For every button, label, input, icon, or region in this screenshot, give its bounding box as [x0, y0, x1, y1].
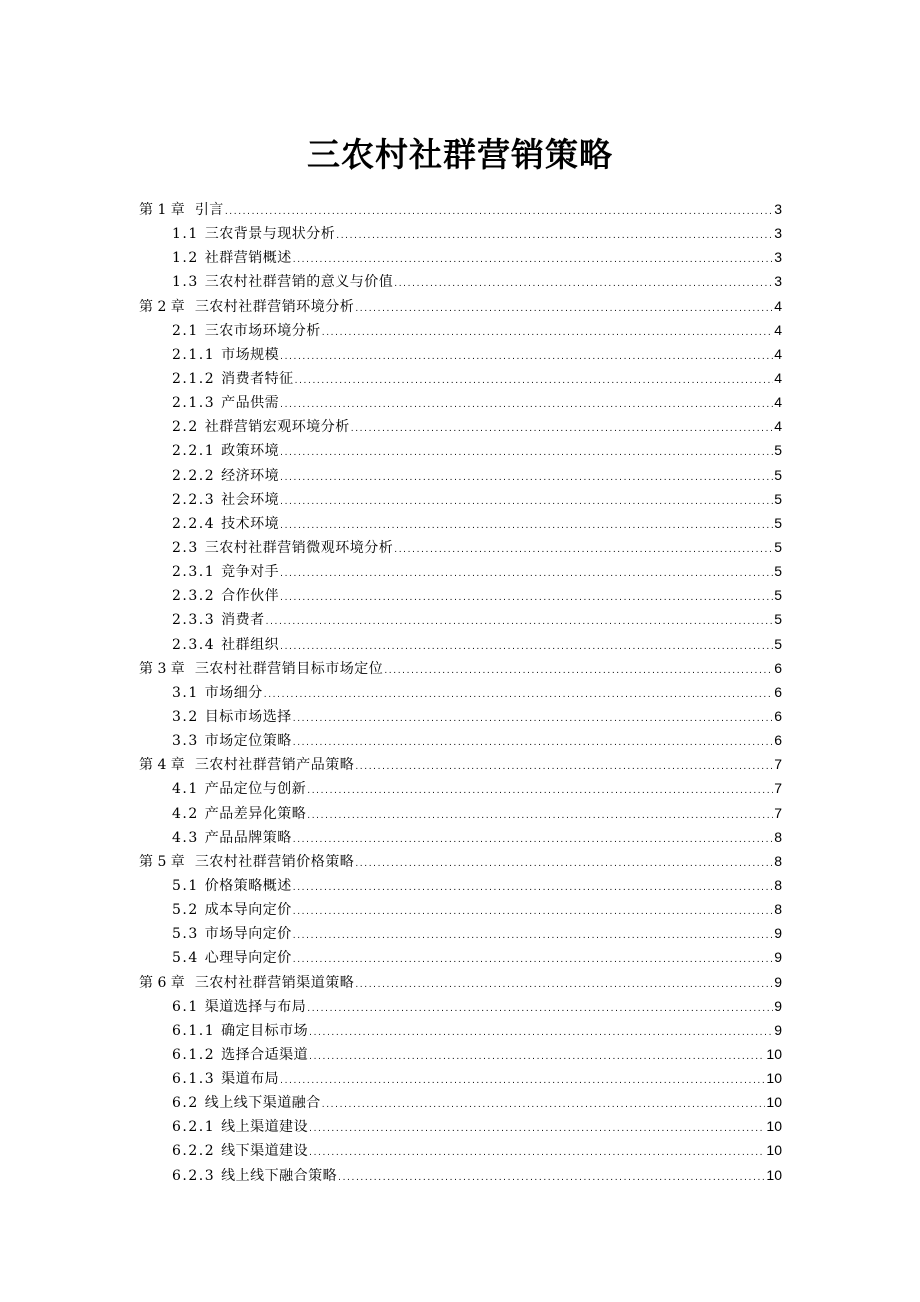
toc-entry[interactable] — [139, 607, 782, 631]
toc-dot-leader — [336, 224, 773, 248]
toc-entry-title: 消费者特征 — [221, 370, 294, 387]
toc-entry[interactable] — [139, 849, 782, 873]
toc-dot-leader — [293, 828, 773, 852]
toc-page-number: 5 — [774, 635, 782, 652]
toc-dot-leader — [309, 1045, 765, 1069]
toc-entry-title: 三农背景与现状分析 — [204, 226, 336, 243]
toc-entry[interactable] — [139, 1066, 782, 1090]
toc-entry[interactable] — [139, 873, 782, 897]
toc-entry-title: 三农村社群营销环境分析 — [194, 298, 355, 315]
toc-entry[interactable] — [139, 704, 782, 728]
toc-page-number: 5 — [774, 490, 782, 507]
toc-entry-title: 市场细分 — [204, 684, 263, 701]
toc-page-number: 10 — [766, 1045, 782, 1062]
toc-entry[interactable] — [139, 1018, 782, 1042]
toc-dot-leader — [280, 441, 773, 465]
toc-entry[interactable] — [139, 1090, 782, 1114]
toc-page-number: 10 — [766, 1142, 782, 1159]
toc-dot-leader — [293, 900, 773, 924]
toc-entry-title: 渠道选择与布局 — [204, 998, 307, 1015]
toc-page-number: 7 — [774, 756, 782, 773]
toc-dot-leader — [280, 562, 773, 586]
toc-entry[interactable] — [139, 511, 782, 535]
document-title: 三农村社群营销策略 — [307, 135, 613, 174]
toc-entry-number: 6.1.2 — [172, 1046, 216, 1063]
toc-entry-number: 2.2.4 — [172, 515, 216, 532]
toc-entry[interactable] — [139, 342, 782, 366]
toc-entry-number: 2.2.2 — [172, 467, 216, 484]
toc-page-number: 4 — [774, 321, 782, 338]
toc-entry-title: 竞争对手 — [221, 564, 280, 581]
toc-page-number: 3 — [774, 249, 782, 266]
toc-page-number: 4 — [774, 297, 782, 314]
toc-page-number: 8 — [774, 828, 782, 845]
toc-page-number: 3 — [774, 225, 782, 242]
toc-entry[interactable] — [139, 945, 782, 969]
toc-entry-number: 2.3.1 — [172, 564, 216, 581]
toc-dot-leader — [280, 393, 773, 417]
toc-entry[interactable] — [139, 583, 782, 607]
toc-page-number: 4 — [774, 418, 782, 435]
toc-page-number: 3 — [774, 273, 782, 290]
toc-entry[interactable] — [139, 197, 782, 221]
toc-page-number: 5 — [774, 442, 782, 459]
toc-entry-title: 渠道布局 — [221, 1071, 280, 1088]
toc-entry-title: 产品品牌策略 — [204, 829, 292, 846]
table-of-contents — [139, 197, 782, 1187]
toc-page-number: 9 — [774, 1021, 782, 1038]
toc-entry-title: 三农市场环境分析 — [204, 322, 321, 339]
toc-entry[interactable] — [139, 438, 782, 462]
toc-entry-title: 产品定位与创新 — [204, 781, 307, 798]
toc-dot-leader — [355, 297, 773, 321]
toc-dot-leader — [394, 272, 773, 296]
toc-entry[interactable] — [139, 414, 782, 438]
toc-entry-number: 6.1.3 — [172, 1071, 216, 1088]
toc-dot-leader — [293, 876, 773, 900]
toc-entry-number: 6.2.1 — [172, 1119, 216, 1136]
toc-entry[interactable] — [139, 1163, 782, 1187]
toc-entry[interactable] — [139, 390, 782, 414]
toc-page-number: 5 — [774, 611, 782, 628]
toc-page-number: 8 — [774, 852, 782, 869]
toc-entry-title: 市场导向定价 — [204, 926, 292, 943]
toc-entry-title: 三农村社群营销渠道策略 — [194, 974, 355, 991]
toc-entry[interactable] — [139, 632, 782, 656]
toc-entry-number: 第 4 章 — [139, 757, 185, 774]
toc-dot-leader — [309, 1021, 773, 1045]
toc-dot-leader — [280, 1069, 765, 1093]
toc-dot-leader — [355, 755, 773, 779]
toc-entry-title: 成本导向定价 — [204, 902, 292, 919]
toc-page-number: 8 — [774, 876, 782, 893]
toc-page-number: 4 — [774, 394, 782, 411]
toc-dot-leader — [280, 466, 773, 490]
toc-page-number: 5 — [774, 587, 782, 604]
toc-entry-title: 引言 — [194, 202, 224, 218]
toc-entry[interactable] — [139, 680, 782, 704]
toc-entry[interactable] — [139, 463, 782, 487]
toc-entry[interactable] — [139, 318, 782, 342]
toc-entry-title: 三农村社群营销价格策略 — [194, 853, 355, 870]
toc-page-number: 9 — [774, 973, 782, 990]
toc-entry[interactable] — [139, 366, 782, 390]
toc-entry-number: 2.3 — [172, 539, 199, 556]
toc-entry-title: 目标市场选择 — [204, 708, 292, 725]
toc-entry-number: 2.2 — [172, 419, 199, 436]
toc-dot-leader — [355, 973, 773, 997]
toc-dot-leader — [307, 997, 773, 1021]
toc-entry-title: 消费者 — [221, 612, 265, 629]
toc-page-number: 9 — [774, 925, 782, 942]
toc-entry-number: 2.1.2 — [172, 370, 216, 387]
toc-dot-leader — [355, 852, 773, 876]
toc-entry[interactable] — [139, 487, 782, 511]
toc-entry-title: 社群组织 — [221, 636, 280, 653]
toc-entry-number: 6.2.2 — [172, 1143, 216, 1160]
toc-dot-leader — [309, 1117, 765, 1141]
toc-dot-leader — [293, 707, 773, 731]
toc-page-number: 10 — [766, 1094, 782, 1111]
toc-entry-title: 线上线下渠道融合 — [204, 1095, 321, 1112]
toc-entry-number: 4.2 — [172, 805, 199, 822]
toc-entry-number: 第 1 章 — [139, 202, 185, 218]
toc-entry-number: 1.2 — [172, 250, 199, 267]
toc-dot-leader — [322, 321, 773, 345]
toc-entry-number: 6.2 — [172, 1095, 199, 1112]
toc-dot-leader — [280, 586, 773, 610]
toc-entry[interactable] — [139, 1114, 782, 1138]
toc-dot-leader — [394, 538, 773, 562]
toc-dot-leader — [280, 635, 773, 659]
toc-entry-title: 政策环境 — [221, 443, 280, 460]
toc-entry-number: 第 2 章 — [139, 298, 185, 315]
toc-entry-title: 市场定位策略 — [204, 733, 292, 750]
toc-dot-leader — [293, 248, 773, 272]
toc-entry-number: 3.1 — [172, 684, 199, 701]
toc-entry[interactable] — [139, 921, 782, 945]
toc-entry[interactable] — [139, 801, 782, 825]
toc-page-number: 3 — [774, 201, 782, 217]
toc-dot-leader — [293, 948, 773, 972]
toc-entry-title: 产品差异化策略 — [204, 805, 307, 822]
toc-entry[interactable] — [139, 752, 782, 776]
toc-entry-title: 产品供需 — [221, 395, 280, 412]
toc-dot-leader — [322, 1093, 766, 1117]
toc-dot-leader — [293, 924, 773, 948]
toc-entry[interactable] — [139, 294, 782, 318]
toc-dot-leader — [309, 1141, 765, 1165]
toc-page-number: 5 — [774, 466, 782, 483]
toc-page-number: 6 — [774, 732, 782, 749]
toc-page-number: 4 — [774, 345, 782, 362]
toc-entry-number: 3.3 — [172, 733, 199, 750]
toc-page-number: 9 — [774, 949, 782, 966]
toc-page-number: 5 — [774, 563, 782, 580]
toc-entry-number: 2.1.3 — [172, 395, 216, 412]
toc-entry-number: 2.2.1 — [172, 443, 216, 460]
toc-dot-leader — [264, 683, 773, 707]
toc-page-number: 6 — [774, 659, 782, 676]
toc-page-number: 7 — [774, 804, 782, 821]
toc-entry-number: 6.1.1 — [172, 1022, 216, 1039]
toc-entry-title: 线上线下融合策略 — [221, 1167, 338, 1184]
toc-entry[interactable] — [139, 245, 782, 269]
toc-entry[interactable] — [139, 269, 782, 293]
toc-dot-leader — [351, 417, 773, 441]
toc-entry[interactable] — [139, 728, 782, 752]
toc-entry-number: 2.2.3 — [172, 491, 216, 508]
toc-dot-leader — [384, 659, 773, 683]
toc-dot-leader — [293, 731, 773, 755]
toc-entry-number: 6.1 — [172, 998, 199, 1015]
toc-entry-title: 线下渠道建设 — [221, 1143, 309, 1160]
toc-dot-leader — [280, 345, 773, 369]
toc-entry[interactable] — [139, 994, 782, 1018]
toc-entry[interactable] — [139, 1138, 782, 1162]
toc-page-number: 10 — [766, 1070, 782, 1087]
toc-entry-number: 5.4 — [172, 950, 199, 967]
toc-entry[interactable] — [139, 825, 782, 849]
toc-entry-title: 社群营销概述 — [204, 250, 292, 267]
toc-entry-number: 5.1 — [172, 877, 199, 894]
toc-dot-leader — [307, 779, 773, 803]
toc-entry[interactable] — [139, 535, 782, 559]
toc-entry-number: 1.3 — [172, 274, 199, 291]
toc-entry-title: 确定目标市场 — [221, 1022, 309, 1039]
toc-entry-number: 4.3 — [172, 829, 199, 846]
toc-entry-title: 技术环境 — [221, 515, 280, 532]
toc-entry-title: 三农村社群营销目标市场定位 — [194, 660, 384, 677]
toc-dot-leader — [280, 490, 773, 514]
toc-entry-title: 三农村社群营销的意义与价值 — [204, 274, 394, 291]
toc-entry-title: 选择合适渠道 — [221, 1046, 309, 1063]
toc-dot-leader — [225, 200, 773, 224]
toc-page-number: 5 — [774, 514, 782, 531]
toc-page-number: 5 — [774, 538, 782, 555]
toc-page-number: 6 — [774, 707, 782, 724]
toc-entry-title: 心理导向定价 — [204, 950, 292, 967]
toc-dot-leader — [338, 1166, 765, 1190]
toc-entry-number: 2.3.3 — [172, 612, 216, 629]
toc-entry-title: 三农村社群营销产品策略 — [194, 757, 355, 774]
toc-entry[interactable] — [139, 897, 782, 921]
toc-entry-number: 2.1.1 — [172, 346, 216, 363]
toc-entry-title: 价格策略概述 — [204, 877, 292, 894]
toc-dot-leader — [307, 804, 773, 828]
toc-page-number: 4 — [774, 369, 782, 386]
toc-entry[interactable] — [139, 1042, 782, 1066]
toc-entry-number: 2.1 — [172, 322, 199, 339]
toc-page-number: 10 — [766, 1118, 782, 1135]
toc-entry-number: 2.3.4 — [172, 636, 216, 653]
toc-entry-title: 合作伙伴 — [221, 588, 280, 605]
toc-entry-number: 第 3 章 — [139, 660, 185, 677]
toc-entry-number: 5.2 — [172, 902, 199, 919]
toc-entry-title: 三农村社群营销微观环境分析 — [204, 539, 394, 556]
toc-entry-number: 1.1 — [172, 226, 199, 243]
toc-entry[interactable] — [139, 221, 782, 245]
toc-page-number: 7 — [774, 780, 782, 797]
toc-entry[interactable] — [139, 970, 782, 994]
toc-page-number: 9 — [774, 997, 782, 1014]
toc-entry-number: 5.3 — [172, 926, 199, 943]
toc-page-number: 10 — [766, 1166, 782, 1183]
toc-entry[interactable] — [139, 656, 782, 680]
toc-dot-leader — [266, 610, 774, 634]
toc-entry[interactable] — [139, 776, 782, 800]
toc-entry-title: 经济环境 — [221, 467, 280, 484]
toc-entry-title: 线上渠道建设 — [221, 1119, 309, 1136]
toc-entry-number: 3.2 — [172, 708, 199, 725]
toc-entry[interactable] — [139, 559, 782, 583]
toc-entry-title: 社会环境 — [221, 491, 280, 508]
toc-entry-number: 6.2.3 — [172, 1167, 216, 1184]
toc-page-number: 8 — [774, 901, 782, 918]
toc-entry-number: 2.3.2 — [172, 588, 216, 605]
toc-entry-number: 第 5 章 — [139, 853, 185, 870]
toc-dot-leader — [280, 514, 773, 538]
toc-entry-number: 4.1 — [172, 781, 199, 798]
toc-page-number: 6 — [774, 683, 782, 700]
toc-entry-title: 市场规模 — [221, 346, 280, 363]
toc-entry-number: 第 6 章 — [139, 974, 185, 991]
toc-entry-title: 社群营销宏观环境分析 — [204, 419, 350, 436]
toc-dot-leader — [295, 369, 774, 393]
